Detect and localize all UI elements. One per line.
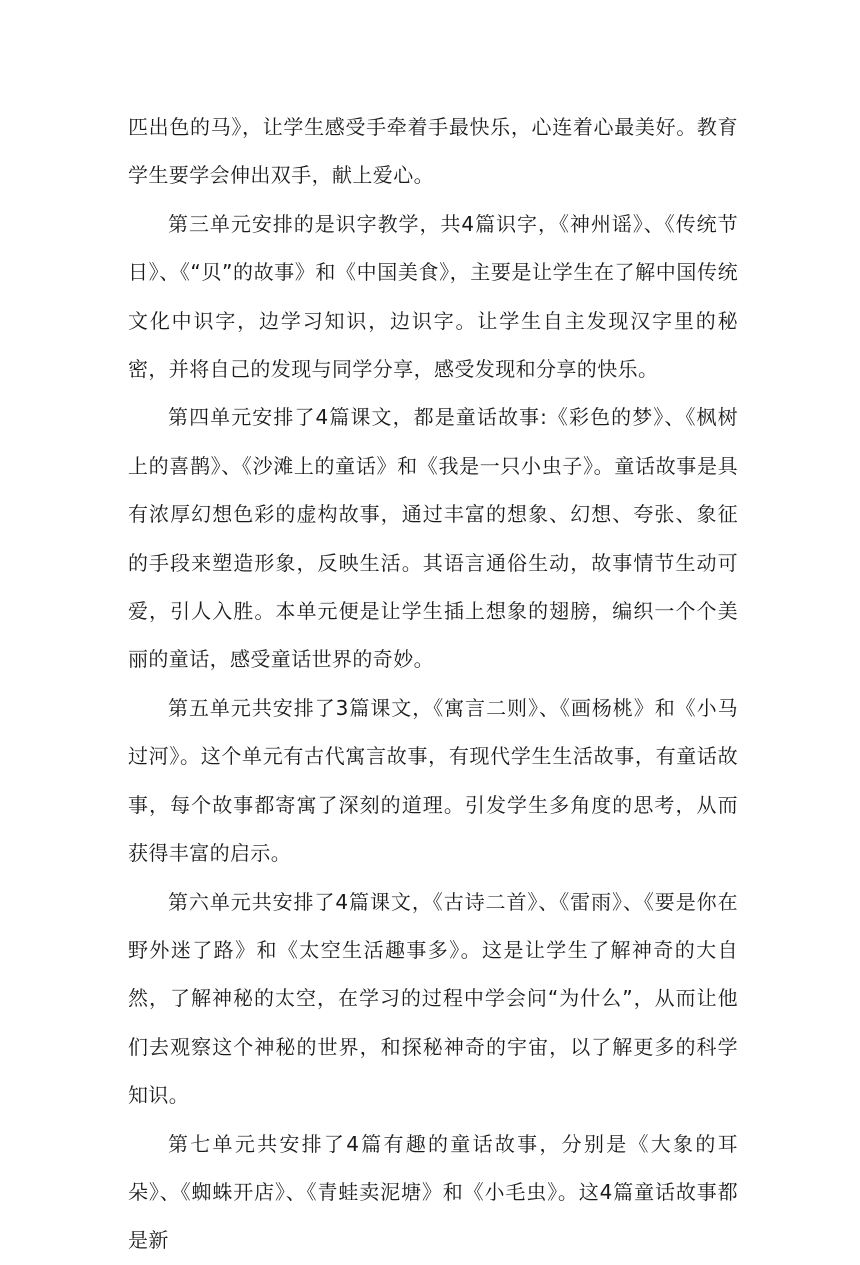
paragraph-unit-six: 第六单元共安排了4篇课文，《古诗二首》、《雷雨》、《要是你在野外迷了路》和《太空生活趣事多》。这是让学生了解神奇的大自然，了解神秘的太空，在学习的过程中学会问“为什么”，从而让他们去观察这个神秘的世界，和探秘神奇的宇宙，以了解更多的科学知识。 bbox=[128, 889, 738, 1108]
paragraph-unit-four: 第四单元安排了4篇课文，都是童话故事:《彩色的梦》、《枫树上的喜鹊》、《沙滩上的童话》和《我是一只小虫子》。童话故事是具有浓厚幻想色彩的虚构故事，通过丰富的想象、幻想、夸张、象征的手段来塑造形象，反映生活。其语言通俗生动，故事情节生动可爱，引人入胜。本单元便是让学生插上想象的翅膀，编织一个个美丽的童话，感受童话世界的奇妙。 bbox=[128, 405, 738, 672]
paragraph-unit-three: 第三单元安排的是识字教学，共4篇识字，《神州谣》、《传统节日》、《“贝”的故事》和《中国美食》，主要是让学生在了解中国传统文化中识字，边学习知识，边识字。让学生自主发现汉字里的秘密，并将自己的发现与同学分享，感受发现和分享的快乐。 bbox=[128, 211, 738, 382]
paragraph-unit-five: 第五单元共安排了3篇课文，《寓言二则》、《画杨桃》和《小马过河》。这个单元有古代寓言故事，有现代学生生活故事，有童话故事，每个故事都寄寓了深刻的道理。引发学生多角度的思考，从而获得丰富的启示。 bbox=[128, 695, 738, 866]
paragraph-continuation: 匹出色的马》，让学生感受手牵着手最快乐，心连着心最美好。教育学生要学会伸出双手，献上爱心。 bbox=[128, 115, 738, 188]
paragraph-unit-seven: 第七单元共安排了4篇有趣的童话故事，分别是《大象的耳朵》、《蜘蛛开店》、《青蛙卖泥塘》和《小毛虫》。这4篇童话故事都是新 bbox=[128, 1131, 738, 1253]
document-body bbox=[128, 103, 738, 1265]
